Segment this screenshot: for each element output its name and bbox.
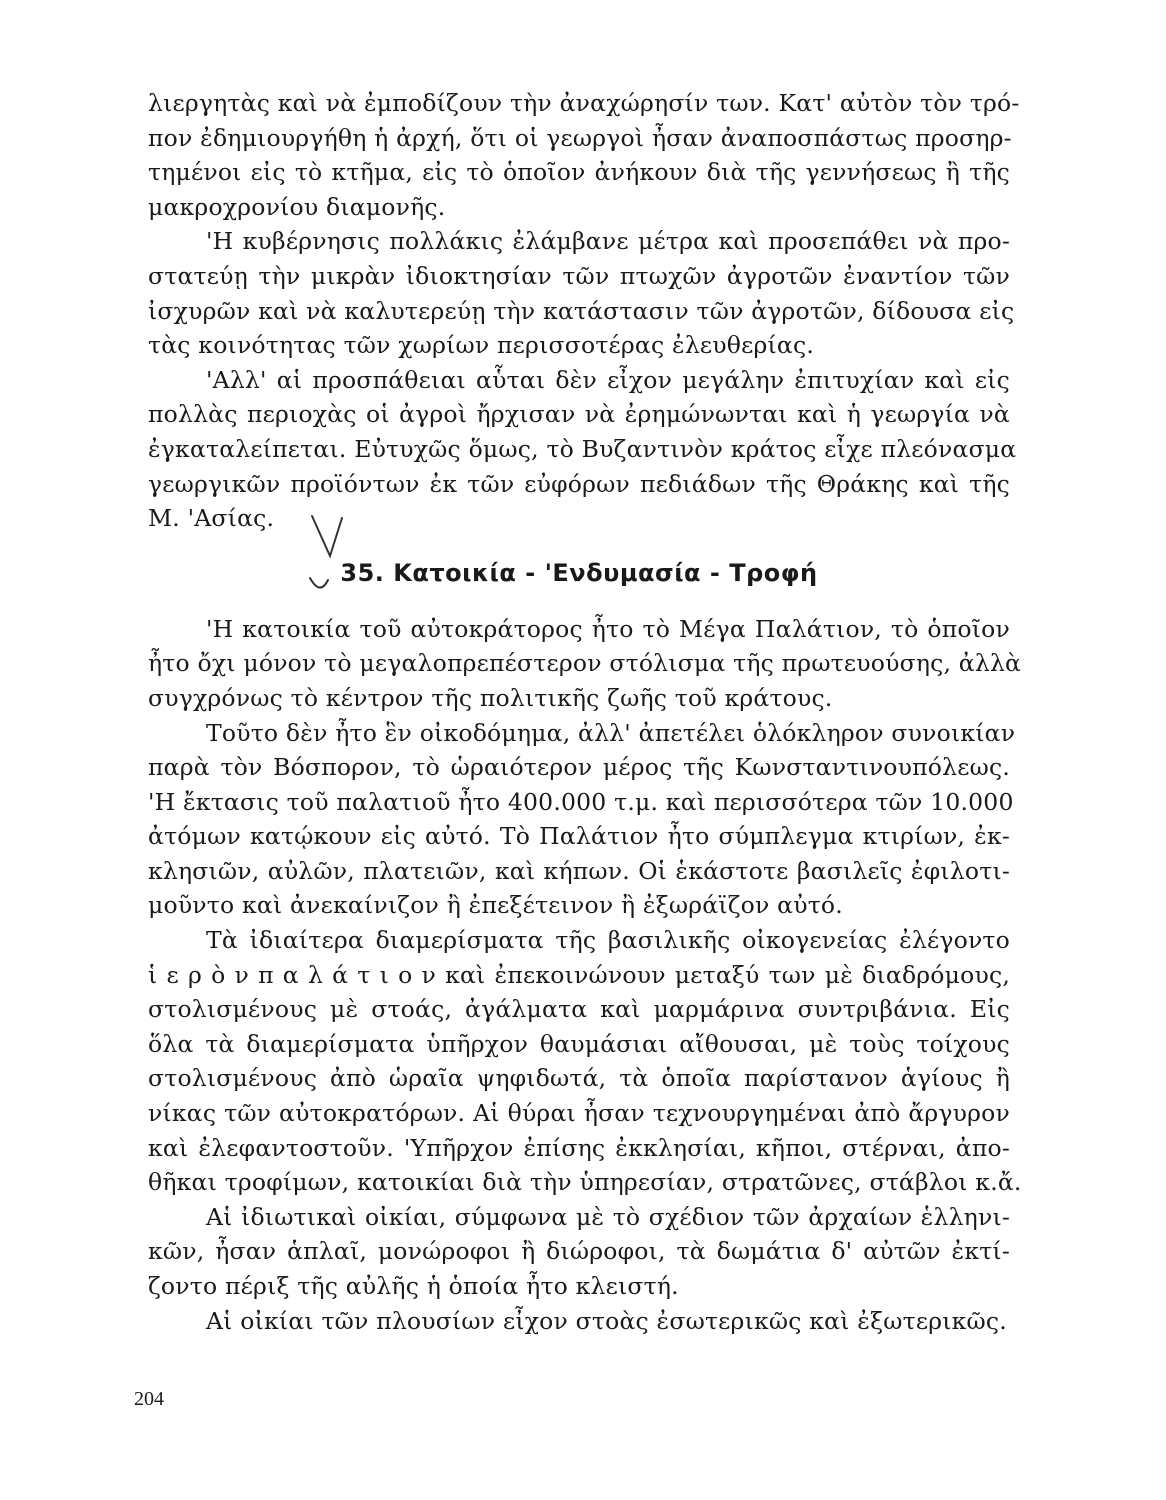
text-line: 'Η κατοικία τοῦ αὐτοκράτορος ἦτο τὸ Μέγα Παλάτιον, τὸ ὁποῖον bbox=[206, 614, 1010, 643]
text-line: Τὰ ἰδιαίτερα διαμερίσματα τῆς βασιλικῆς οἰκογενείας ἐλέγοντο bbox=[206, 926, 1010, 955]
page-body bbox=[148, 86, 1022, 1338]
text-line: πον ἐδημιουργήθη ἡ ἀρχή, ὅτι οἱ γεωργοὶ ἦσαν ἀναποσπάστως προσηρ- bbox=[148, 123, 1012, 152]
text-line: καὶ ἐλεφαντοστοῦν. 'Υπῆρχον ἐπίσης ἐκκλησίαι, κῆποι, στέρναι, ἀπο- bbox=[148, 1133, 1010, 1162]
text-line: λιεργητὰς καὶ νὰ ἐμποδίζουν τὴν ἀναχώρησίν των. Κατ' αὐτὸν τὸν τρό- bbox=[148, 89, 1020, 117]
text-line: ἱ ε ρ ὸ ν π α λ ά τ ι ο ν καὶ ἐπεκοινώνουν μεταξύ των μὲ διαδρόμους, bbox=[148, 960, 1010, 989]
text-line: Αἱ ἰδιωτικαὶ οἰκίαι, σύμφωνα μὲ τὸ σχέδιον τῶν ἀρχαίων ἑλληνι- bbox=[206, 1202, 1010, 1231]
text-line: κῶν, ἦσαν ἁπλαῖ, μονώροφοι ἢ διώροφοι, τὰ δωμάτια δ' αὐτῶν ἐκτί- bbox=[148, 1237, 1010, 1266]
text-line: τὰς κοινότητας τῶν χωρίων περισσοτέρας ἐλευθερίας. bbox=[148, 331, 815, 360]
text-line: στολισμένους μὲ στοάς, ἀγάλματα καὶ μαρμάρινα συντριβάνια. Εἰς bbox=[148, 995, 1010, 1024]
text-line: συγχρόνως τὸ κέντρον τῆς πολιτικῆς ζωῆς τοῦ κράτους. bbox=[148, 683, 833, 712]
text-line: γεωργικῶν προϊόντων ἐκ τῶν εὐφόρων πεδιάδων τῆς Θράκης καὶ τῆς bbox=[148, 469, 1010, 498]
text-line: στατεύῃ τὴν μικρὰν ἰδιοκτησίαν τῶν πτωχῶν ἀγροτῶν ἐναντίον τῶν bbox=[148, 261, 1010, 290]
page-number: 204 bbox=[134, 1388, 164, 1410]
text-line: κλησιῶν, αὐλῶν, πλατειῶν, καὶ κήπων. Οἱ ἑκάστοτε βασιλεῖς ἐφιλοτι- bbox=[148, 856, 1010, 885]
text-line: ἦτο ὄχι μόνον τὸ μεγαλοπρεπέστερον στόλισμα τῆς πρωτευούσης, ἀλλὰ bbox=[148, 649, 1022, 678]
text-line: μακροχρονίου διαμονῆς. bbox=[148, 192, 446, 221]
text-line: νίκας τῶν αὐτοκρατόρων. Αἱ θύραι ἦσαν τεχνουργημέναι ἀπὸ ἄργυρον bbox=[148, 1099, 1010, 1128]
text-line: ζοντο πέριξ τῆς αὐλῆς ἡ ὁποία ἦτο κλειστή. bbox=[148, 1272, 679, 1300]
text-line: ἰσχυρῶν καὶ νὰ καλυτερεύῃ τὴν κατάστασιν τῶν ἀγροτῶν, δίδουσα εἰς bbox=[148, 296, 1015, 325]
text-line: Αἱ οἰκίαι τῶν πλουσίων εἶχον στοὰς ἐσωτερικῶς καὶ ἐξωτερικῶς. bbox=[206, 1306, 1007, 1335]
text-line: ὅλα τὰ διαμερίσματα ὑπῆρχον θαυμάσιαι αἴθουσαι, μὲ τοὺς τοίχους bbox=[148, 1029, 1010, 1058]
text-line: 'Αλλ' αἱ προσπάθειαι αὗται δὲν εἶχον μεγάλην ἐπιτυχίαν καὶ εἰς bbox=[206, 365, 1010, 394]
text-line: Τοῦτο δὲν ἦτο ἓν οἰκοδόμημα, ἀλλ' ἀπετέλει ὁλόκληρον συνοικίαν bbox=[206, 718, 1016, 747]
text-line: Μ. 'Ασίας. bbox=[148, 504, 275, 533]
text-line: πολλὰς περιοχὰς οἱ ἀγροὶ ἤρχισαν νὰ ἐρημώνωνται καὶ ἡ γεωργία νὰ bbox=[148, 400, 1010, 429]
text-line: 'Η κυβέρνησις πολλάκις ἐλάμβανε μέτρα καὶ προσεπάθει νὰ προ- bbox=[206, 227, 1010, 256]
text-line: 'Η ἔκτασις τοῦ παλατιοῦ ἦτο 400.000 τ.μ. καὶ περισσότερα τῶν 10.000 bbox=[148, 787, 1014, 816]
text-line: μοῦντο καὶ ἀνεκαίνιζον ἢ ἐπεξέτεινον ἢ ἐξωράϊζον αὐτό. bbox=[148, 891, 843, 920]
section-heading: 35. Κατοικία - 'Ενδυμασία - Τροφή bbox=[340, 558, 818, 587]
text-line: τημένοι εἰς τὸ κτῆμα, εἰς τὸ ὁποῖον ἀνήκουν διὰ τῆς γεννήσεως ἢ τῆς bbox=[148, 158, 1010, 187]
text-line: στολισμένους ἀπὸ ὡραῖα ψηφιδωτά, τὰ ὁποῖα παρίστανον ἁγίους ἢ bbox=[148, 1064, 1010, 1093]
text-line: παρὰ τὸν Βόσπορον, τὸ ὡραιότερον μέρος τῆς Κωνσταντινουπόλεως. bbox=[148, 753, 1010, 782]
text-line: ἐγκαταλείπεται. Εὐτυχῶς ὅμως, τὸ Βυζαντινὸν κράτος εἶχε πλεόνασμα bbox=[148, 434, 1017, 463]
text-line: ἀτόμων κατῴκουν εἰς αὐτό. Τὸ Παλάτιον ἦτο σύμπλεγμα κτιρίων, ἐκ- bbox=[148, 822, 1010, 851]
text-line: θῆκαι τροφίμων, κατοικίαι διὰ τὴν ὑπηρεσίαν, στρατῶνες, στάβλοι κ.ἄ. bbox=[148, 1168, 1022, 1197]
